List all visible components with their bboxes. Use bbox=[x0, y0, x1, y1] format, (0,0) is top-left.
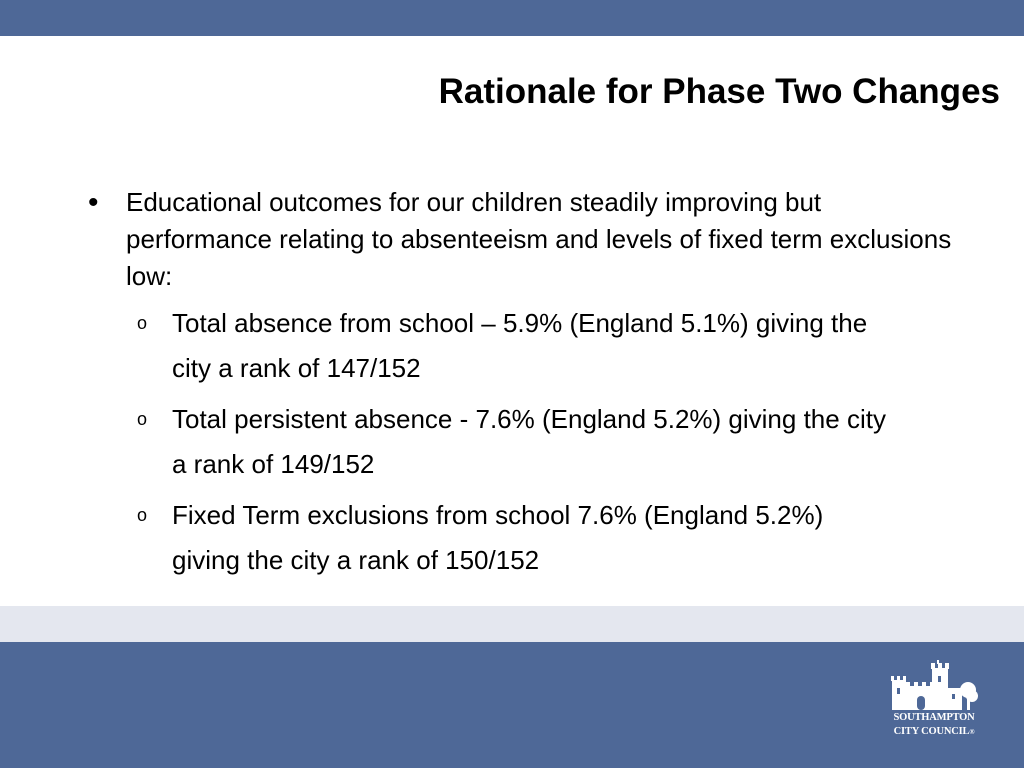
hollow-circle-bullet-icon: o bbox=[137, 313, 148, 333]
slide-title: Rationale for Phase Two Changes bbox=[438, 72, 1000, 111]
hollow-circle-bullet-icon: o bbox=[137, 409, 148, 429]
sub-bullet-text: Total persistent absence - 7.6% (England 5.2%) giving the city a rank of 149/152 bbox=[172, 404, 886, 479]
sub-bullet-text: Total absence from school – 5.9% (England 5.1%) giving the city a rank of 147/152 bbox=[172, 308, 868, 383]
bullet-dot-icon: • bbox=[88, 186, 99, 219]
footer-light-band bbox=[0, 606, 1024, 642]
footer-bar bbox=[0, 642, 1024, 768]
logo-text-line2-main: CITY COUNCIL bbox=[893, 726, 970, 737]
council-logo bbox=[888, 660, 980, 744]
main-bullet bbox=[88, 184, 966, 295]
sub-bullet-list bbox=[88, 301, 968, 583]
top-header-bar bbox=[0, 0, 1024, 36]
logo-text-line2 bbox=[888, 726, 980, 738]
sub-bullet-item bbox=[134, 493, 892, 583]
registered-mark-icon: ® bbox=[969, 728, 975, 736]
main-bullet-text: Educational outcomes for our children steadily improving but performance relating to absenteeism and levels of fixed term exclusions low: bbox=[126, 187, 952, 291]
castle-logo-icon bbox=[888, 660, 980, 712]
logo-text-line1: SOUTHAMPTON bbox=[893, 712, 975, 723]
sub-bullet-item bbox=[134, 397, 892, 487]
slide-content bbox=[88, 184, 968, 589]
sub-bullet-text: Fixed Term exclusions from school 7.6% (England 5.2%) giving the city a rank of 150/152 bbox=[172, 500, 824, 575]
sub-bullet-item bbox=[134, 301, 892, 391]
hollow-circle-bullet-icon: o bbox=[137, 505, 148, 525]
